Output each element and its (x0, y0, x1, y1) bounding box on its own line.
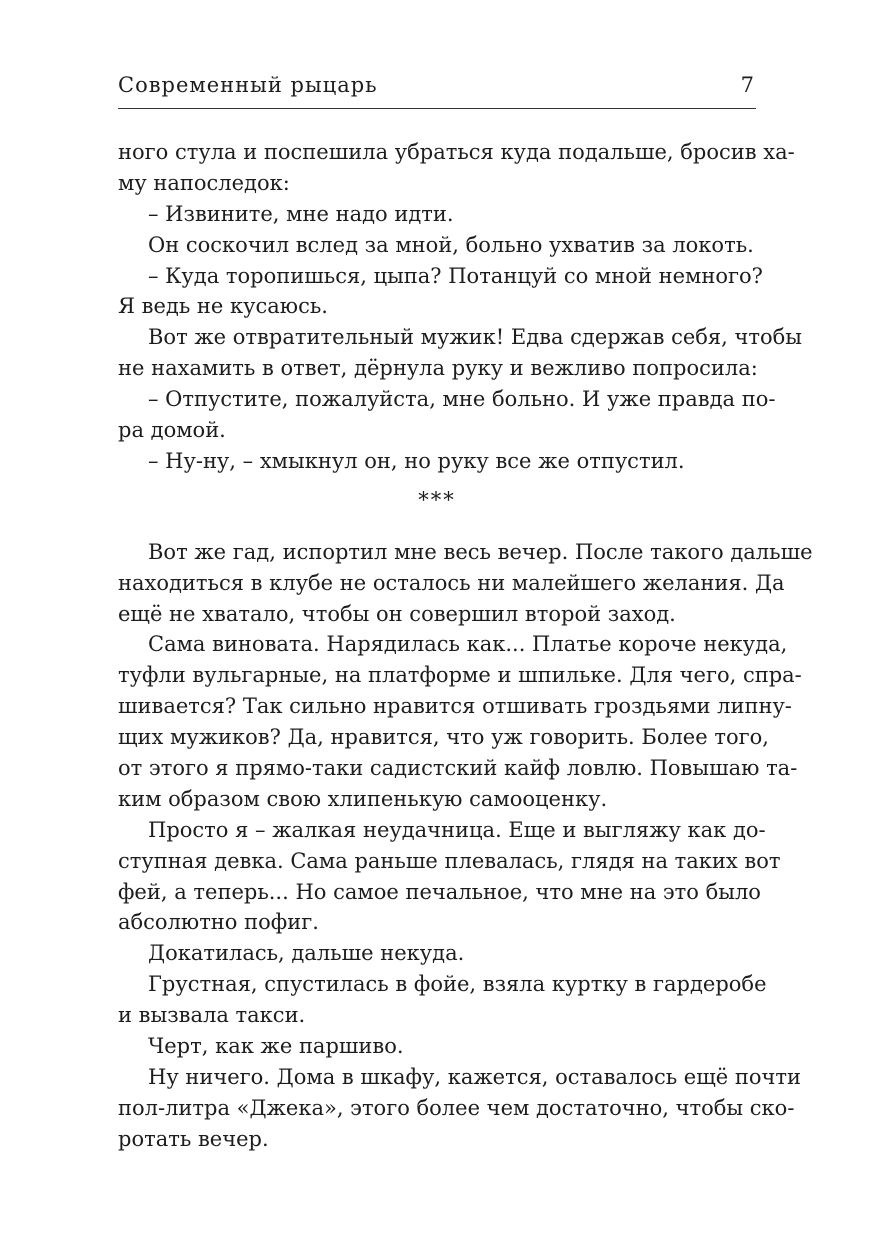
text-line: ступная девка. Сама раньше плевалась, глядя на таких вот (118, 848, 781, 873)
text-line: Сама виновата. Нарядилась как... Платье короче некуда, (148, 632, 788, 657)
text-line: шивается? Так сильно нравится отшивать гроздьями липну- (118, 694, 792, 719)
page-number: 7 (740, 73, 754, 97)
text-line: ротать вечер. (118, 1126, 269, 1151)
text-line: ра домой. (118, 418, 226, 443)
text-line: Вот же отвратительный мужик! Едва сдержав себя, чтобы (148, 325, 803, 350)
text-line: Грустная, спустилась в фойе, взяла куртку в гардеробе (148, 972, 767, 997)
text-line: туфли вульгарные, на платформе и шпильке. Для чего, спра- (118, 663, 802, 688)
text-part-1 (118, 137, 803, 477)
text-line: – Ну-ну, – хмыкнул он, но руку все же отпустил. (148, 448, 685, 473)
text-line: Докатилась, дальше некуда. (148, 941, 465, 966)
page-header (118, 70, 756, 102)
text-line: щих мужиков? Да, нравится, что уж говорить. Более того, (118, 725, 769, 750)
text-line: Черт, как же паршиво. (148, 1034, 404, 1059)
text-line: Просто я – жалкая неудачница. Еще и выгляжу как до- (148, 817, 766, 842)
text-line: – Отпустите, пожалуйста, мне больно. И уже правда по- (148, 387, 776, 412)
text-line: абсолютно пофиг. (118, 910, 319, 935)
section-separator: *** (418, 487, 456, 512)
text-part-2 (118, 537, 813, 1155)
text-line: Он соскочил вслед за мной, больно ухватив за локоть. (148, 232, 754, 257)
text-line: и вызвала такси. (118, 1003, 306, 1028)
text-line: пол-литра «Джека», этого более чем достаточно, чтобы ско- (118, 1095, 795, 1120)
text-line: – Извините, мне надо идти. (148, 201, 454, 226)
text-line: му напоследок: (118, 170, 290, 195)
body-text (118, 137, 813, 1155)
text-line: Я ведь не кусаюсь. (118, 294, 328, 319)
header-rule (118, 108, 756, 109)
text-line: от этого я прямо-таки садистский кайф ловлю. Повышаю та- (118, 756, 798, 781)
text-line: – Куда торопишься, цыпа? Потанцуй со мной немного? (148, 263, 763, 288)
text-line: фей, а теперь... Но самое печальное, что мне на это было (118, 879, 761, 904)
running-title: Современный рыцарь (118, 73, 378, 97)
text-line: Ну ничего. Дома в шкафу, кажется, оставалось ещё почти (148, 1064, 801, 1089)
text-line: Вот же гад, испортил мне весь вечер. После такого дальше (148, 539, 813, 564)
text-line: ещё не хватало, чтобы он совершил второй заход. (118, 601, 676, 626)
text-line: находиться в клубе не осталось ни малейшего желания. Да (118, 570, 785, 595)
text-line: не нахамить в ответ, дёрнула руку и вежливо попросила: (118, 356, 758, 381)
text-line: ного стула и поспешила убраться куда подальше, бросив ха- (118, 140, 795, 164)
text-line: ким образом свою хлипенькую самооценку. (118, 786, 608, 811)
